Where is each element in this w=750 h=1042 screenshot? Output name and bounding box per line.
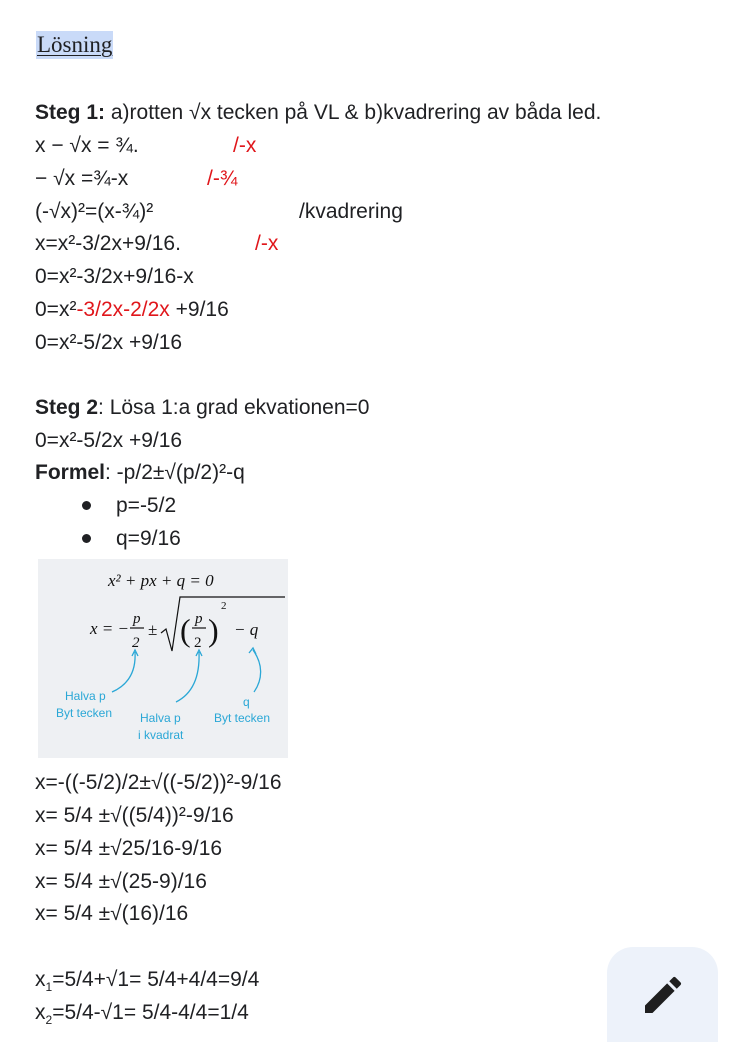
step1-text: a)rotten √x tecken på VL & b)kvadrering av båda led. bbox=[105, 101, 602, 124]
formula-left-paren: ( bbox=[180, 612, 191, 648]
step2-title bbox=[35, 394, 369, 422]
root-x2-rest: =5/4-√1= 5/4-4/4=1/4 bbox=[52, 1001, 249, 1024]
formula-right-paren: ) bbox=[208, 612, 219, 648]
edit-button[interactable] bbox=[607, 947, 718, 1042]
bullet-p: p=-5/2 bbox=[116, 494, 177, 517]
arrow-curve-1 bbox=[112, 652, 135, 692]
annotation-q: q bbox=[243, 695, 250, 709]
step1-line-6-red: -3/2x-2/2x bbox=[76, 298, 170, 321]
arrow-curve-2 bbox=[176, 652, 199, 702]
step2-equation: 0=x²-5/2x +9/16 bbox=[35, 429, 183, 452]
annotation-i-kvadrat: i kvadrat bbox=[138, 728, 184, 742]
solution-line-3: x= 5/4 ±√25/16-9/16 bbox=[35, 837, 223, 860]
step1-label: Steg 1: bbox=[35, 101, 106, 124]
bullet-dot-1 bbox=[82, 501, 91, 510]
step1-line-6 bbox=[35, 296, 229, 324]
formula-denominator-1: 2 bbox=[132, 635, 140, 651]
step1-line-4: x=x²-3/2x+9/16. bbox=[35, 232, 181, 255]
arrow-head-3 bbox=[249, 648, 256, 654]
step2-text: : Lösa 1:a grad ekvationen=0 bbox=[98, 396, 370, 419]
step1-line-3: (-√x)²=(x-¾)² bbox=[35, 200, 154, 223]
step2-label: Steg 2 bbox=[35, 396, 99, 419]
formula-text: : -p/2±√(p/2)²-q bbox=[105, 461, 245, 484]
step1-title bbox=[35, 99, 601, 127]
pq-formula-figure bbox=[38, 559, 288, 758]
formula-line bbox=[35, 459, 245, 487]
root-x1-base: x bbox=[35, 968, 46, 991]
annotation-halva-p-1: Halva p bbox=[65, 689, 106, 703]
annotation-halva-p-2: Halva p bbox=[140, 711, 181, 725]
step1-line-2: − √x =¾-x bbox=[35, 167, 129, 190]
step1-note-1: /-x bbox=[233, 134, 257, 157]
step1-note-4: /-x bbox=[255, 232, 279, 255]
formula-p-num-2: p bbox=[195, 611, 203, 627]
formula-exponent: 2 bbox=[221, 600, 227, 612]
figure-top-equation: x² + px + q = 0 bbox=[108, 571, 214, 590]
formula-plus-minus: ± bbox=[148, 620, 158, 639]
root-x2 bbox=[35, 999, 249, 1034]
step1-line-1: x − √x = ¾. bbox=[35, 134, 139, 157]
root-x1 bbox=[35, 966, 259, 1001]
step1-note-3: /kvadrering bbox=[299, 200, 403, 223]
pencil-icon bbox=[639, 971, 687, 1019]
pq-formula-drawing bbox=[38, 559, 288, 758]
formula-denominator-2: 2 bbox=[194, 635, 202, 651]
solution-line-2: x= 5/4 ±√((5/4))²-9/16 bbox=[35, 804, 234, 827]
solution-line-1: x=-((-5/2)/2±√((-5/2))²-9/16 bbox=[35, 771, 282, 794]
step1-note-2: /-¾ bbox=[207, 167, 238, 190]
bullet-q: q=9/16 bbox=[116, 527, 181, 550]
step1-line-6-a: 0=x² bbox=[35, 298, 77, 321]
formula-label: Formel bbox=[35, 461, 106, 484]
formula-p-num: p bbox=[133, 611, 141, 627]
formula-minus-q: − q bbox=[234, 620, 259, 639]
solution-line-4: x= 5/4 ±√(25-9)/16 bbox=[35, 870, 207, 893]
root-x2-base: x bbox=[35, 1001, 46, 1024]
step1-line-7: 0=x²-5/2x +9/16 bbox=[35, 331, 183, 354]
step1-line-6-b: +9/16 bbox=[169, 298, 229, 321]
page-heading: Lösning bbox=[37, 32, 113, 57]
step1-line-5: 0=x²-3/2x+9/16-x bbox=[35, 265, 194, 288]
root-x1-sub: 1 bbox=[45, 980, 53, 994]
root-x1-rest: =5/4+√1= 5/4+4/4=9/4 bbox=[52, 968, 260, 991]
root-x2-sub: 2 bbox=[45, 1013, 53, 1027]
formula-x-equals: x = − bbox=[90, 619, 129, 638]
annotation-byt-tecken-1: Byt tecken bbox=[56, 706, 113, 720]
arrow-curve-3 bbox=[253, 650, 261, 692]
bullet-dot-2 bbox=[82, 534, 91, 543]
annotation-byt-tecken-2: Byt tecken bbox=[214, 711, 271, 725]
solution-line-5: x= 5/4 ±√(16)/16 bbox=[35, 902, 189, 925]
